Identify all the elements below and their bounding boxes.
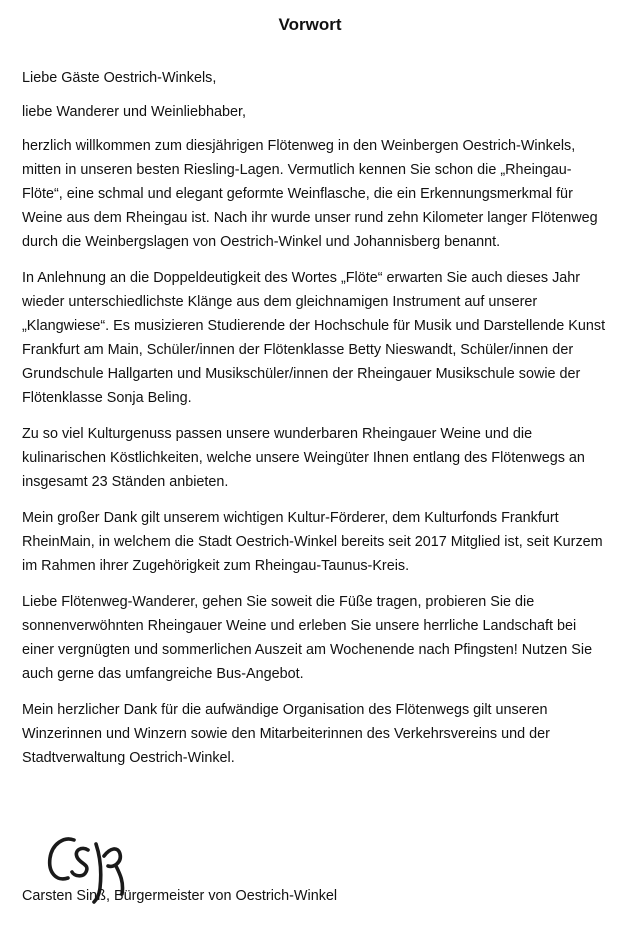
paragraph-thanks-organisers: Mein herzlicher Dank für die aufwändige Organisation des Flötenwegs gilt unseren Winzerinnen und Winzern sowie den Mitarbeiterinnen des Verkehrsvereins und der Stadtverwaltung Oestrich-Winkel. [22, 702, 550, 766]
paragraph-thanks-sponsor: Mein großer Dank gilt unserem wichtigen Kultur-Förderer, dem Kulturfonds Frankfurt RheinMain, in welchem die Stadt Oestrich-Winkel bereits seit 2017 Mitglied ist, seit Kurzem im Rahmen ihrer Zugehörigkeit zum Rheingau-Taunus-Kreis. [22, 510, 603, 574]
greeting-line-2: liebe Wanderer und Weinliebhaber, [22, 104, 246, 120]
letter-body [22, 66, 607, 782]
signoff-line: Carsten Sinß, Bürgermeister von Oestrich-Winkel [22, 888, 338, 904]
paragraph-wines: Zu so viel Kulturgenuss passen unsere wunderbaren Rheingauer Weine und die kulinarischen Köstlichkeiten, welche unsere Weingüter Ihnen entlang des Flötenwegs an insgesamt 23 Ständen anbieten. [22, 426, 585, 490]
page-title: Vorwort [278, 15, 342, 34]
paragraph-music: In Anlehnung an die Doppeldeutigkeit des Wortes „Flöte“ erwarten Sie auch dieses Jahr wieder unterschiedlichste Klänge aus dem gleichnamigen Instrument auf unserer „Klangwiese“. Es musizieren Studierende der Hochschule für Musik und Darstellende Kunst Frankfurt am Main, Schüler/innen der Flötenklasse Betty Nieswandt, Schüler/innen der Grundschule Hallgarten und Musikschüler/innen der Rheingauer Musikschule sowie der Flötenklasse Sonja Beling. [22, 270, 606, 406]
paragraph-invitation: Liebe Flötenweg-Wanderer, gehen Sie soweit die Füße tragen, probieren Sie die sonnenverwöhnten Rheingauer Weine und erleben Sie unsere herrliche Landschaft bei einer vergnügten und sommerlichen Auszeit am Wochenende nach Pfingsten! Nutzen Sie auch gerne das umfangreiche Bus-Angebot. [22, 594, 593, 682]
paragraph-intro: herzlich willkommen zum diesjährigen Flötenweg in den Weinbergen Oestrich-Winkels, mitten in unseren besten Riesling-Lagen. Vermutlich kennen Sie schon die „Rheingau-Flöte“, eine schmal und elegant geformte Weinflasche, die ein Erkennungsmerkmal für Weine aus dem Rheingau ist. Nach ihr wurde unser rund zehn Kilometer langer Flötenweg durch die Weinbergslagen von Oestrich-Winkel und Johannisberg benannt. [22, 138, 598, 250]
greeting-line-1: Liebe Gäste Oestrich-Winkels, [22, 70, 217, 86]
